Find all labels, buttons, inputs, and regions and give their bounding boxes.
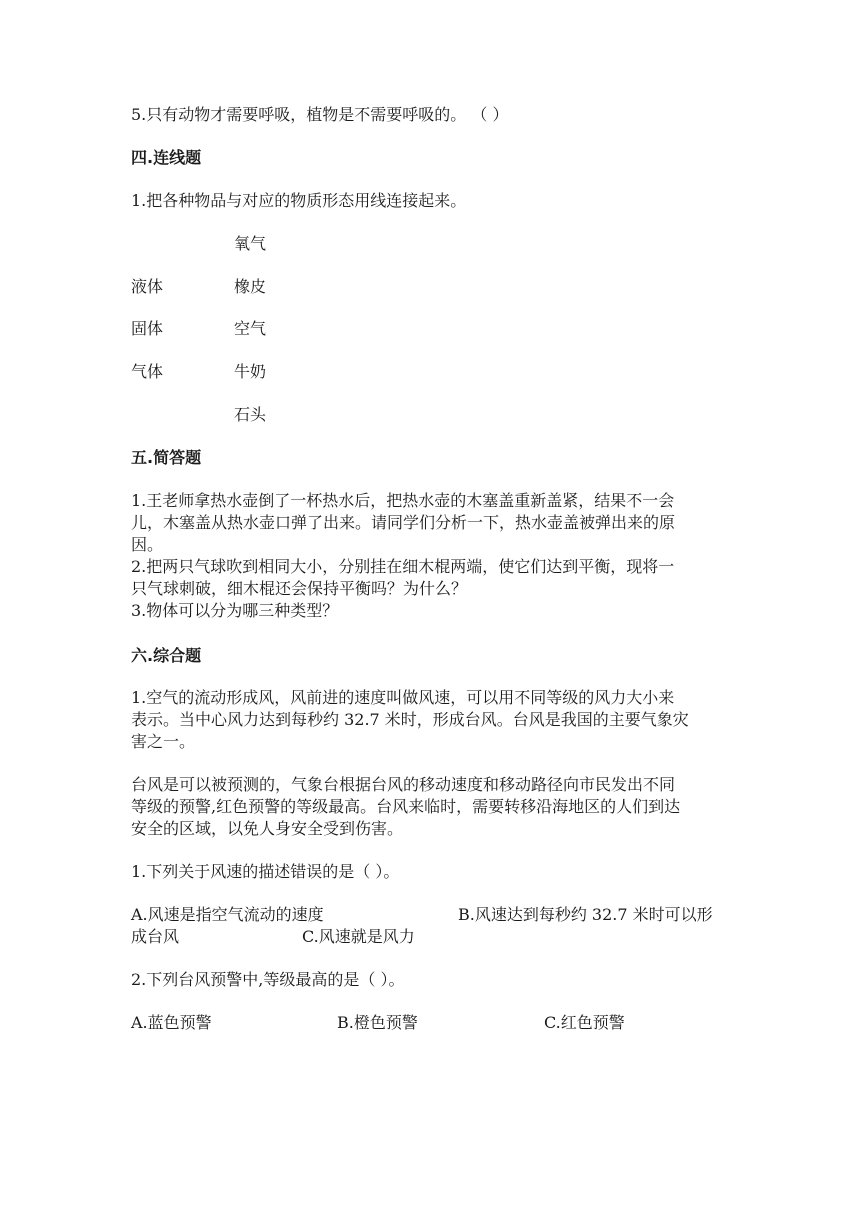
matching-state-liquid: 液体 [131,277,164,296]
passage-line: 表示。当中心风力达到每秒约 32.7 米时，形成台风。台风是我国的主要气象灾 [131,710,689,729]
matching-item-milk: 牛奶 [234,362,267,381]
section-heading-comprehensive: 六.综合题 [131,646,202,665]
question-line: 儿，木塞盖从热水壶口弹了出来。请同学们分析一下，热水壶盖被弹出来的原 [131,513,676,532]
question-line: 只气球刺破，细木棍还会保持平衡吗？为什么？ [131,579,468,598]
sub-question-1: 1.下列关于风速的描述错误的是（ ）。 [131,862,400,881]
passage-paragraph-2 [131,774,731,840]
passage-line: 台风是可以被预测的，气象台根据台风的移动速度和移动路径向市民发出不同 [131,775,676,794]
matching-item-eraser: 橡皮 [234,277,267,296]
matching-item-oxygen: 氧气 [234,234,267,253]
sub-question-1-option-c: C.风速就是风力 [302,927,415,946]
question-line: 1.王老师拿热水壶倒了一杯热水后，把热水壶的木塞盖重新盖紧，结果不一会 [131,491,675,510]
short-answer-question-1 [131,490,731,622]
matching-item-air: 空气 [234,319,267,338]
sub-question-1-option-b-continued: 成台风 [131,927,180,946]
sub-question-2-option-a: A.蓝色预警 [131,1013,212,1032]
passage-line: 害之一。 [131,732,196,751]
sub-question-2-option-b: B.橙色预警 [337,1013,418,1032]
section-heading-short-answer: 五.简答题 [131,448,202,467]
matching-prompt: 1.把各种物品与对应的物质形态用线连接起来。 [131,191,467,210]
question-line: 因。 [131,535,164,554]
passage-line: 安全的区域，以免人身安全受到伤害。 [131,819,404,838]
passage-line: 等级的预警,红色预警的等级最高。台风来临时，需要转移沿海地区的人们到达 [131,797,681,816]
sub-question-1-option-a: A.风速是指空气流动的速度 [131,905,324,924]
passage-line: 1.空气的流动形成风，风前进的速度叫做风速，可以用不同等级的风力大小来 [131,688,675,707]
passage-paragraph-1 [131,687,731,753]
question-line: 2.把两只气球吹到相同大小，分别挂在细木棍两端，使它们达到平衡，现将一 [131,557,675,576]
section-heading-matching: 四.连线题 [131,148,202,167]
matching-state-gas: 气体 [131,362,164,381]
judgment-question-5: 5.只有动物才需要呼吸，植物是不需要呼吸的。 （ ） [131,105,509,124]
matching-state-solid: 固体 [131,319,164,338]
sub-question-2: 2.下列台风预警中,等级最高的是（ ）。 [131,970,405,989]
sub-question-2-option-c: C.红色预警 [544,1013,625,1032]
sub-question-1-option-b: B.风速达到每秒约 32.7 米时可以形 [458,905,713,924]
matching-item-stone: 石头 [234,405,267,424]
short-answer-question-3: 3.物体可以分为哪三种类型？ [131,601,339,620]
